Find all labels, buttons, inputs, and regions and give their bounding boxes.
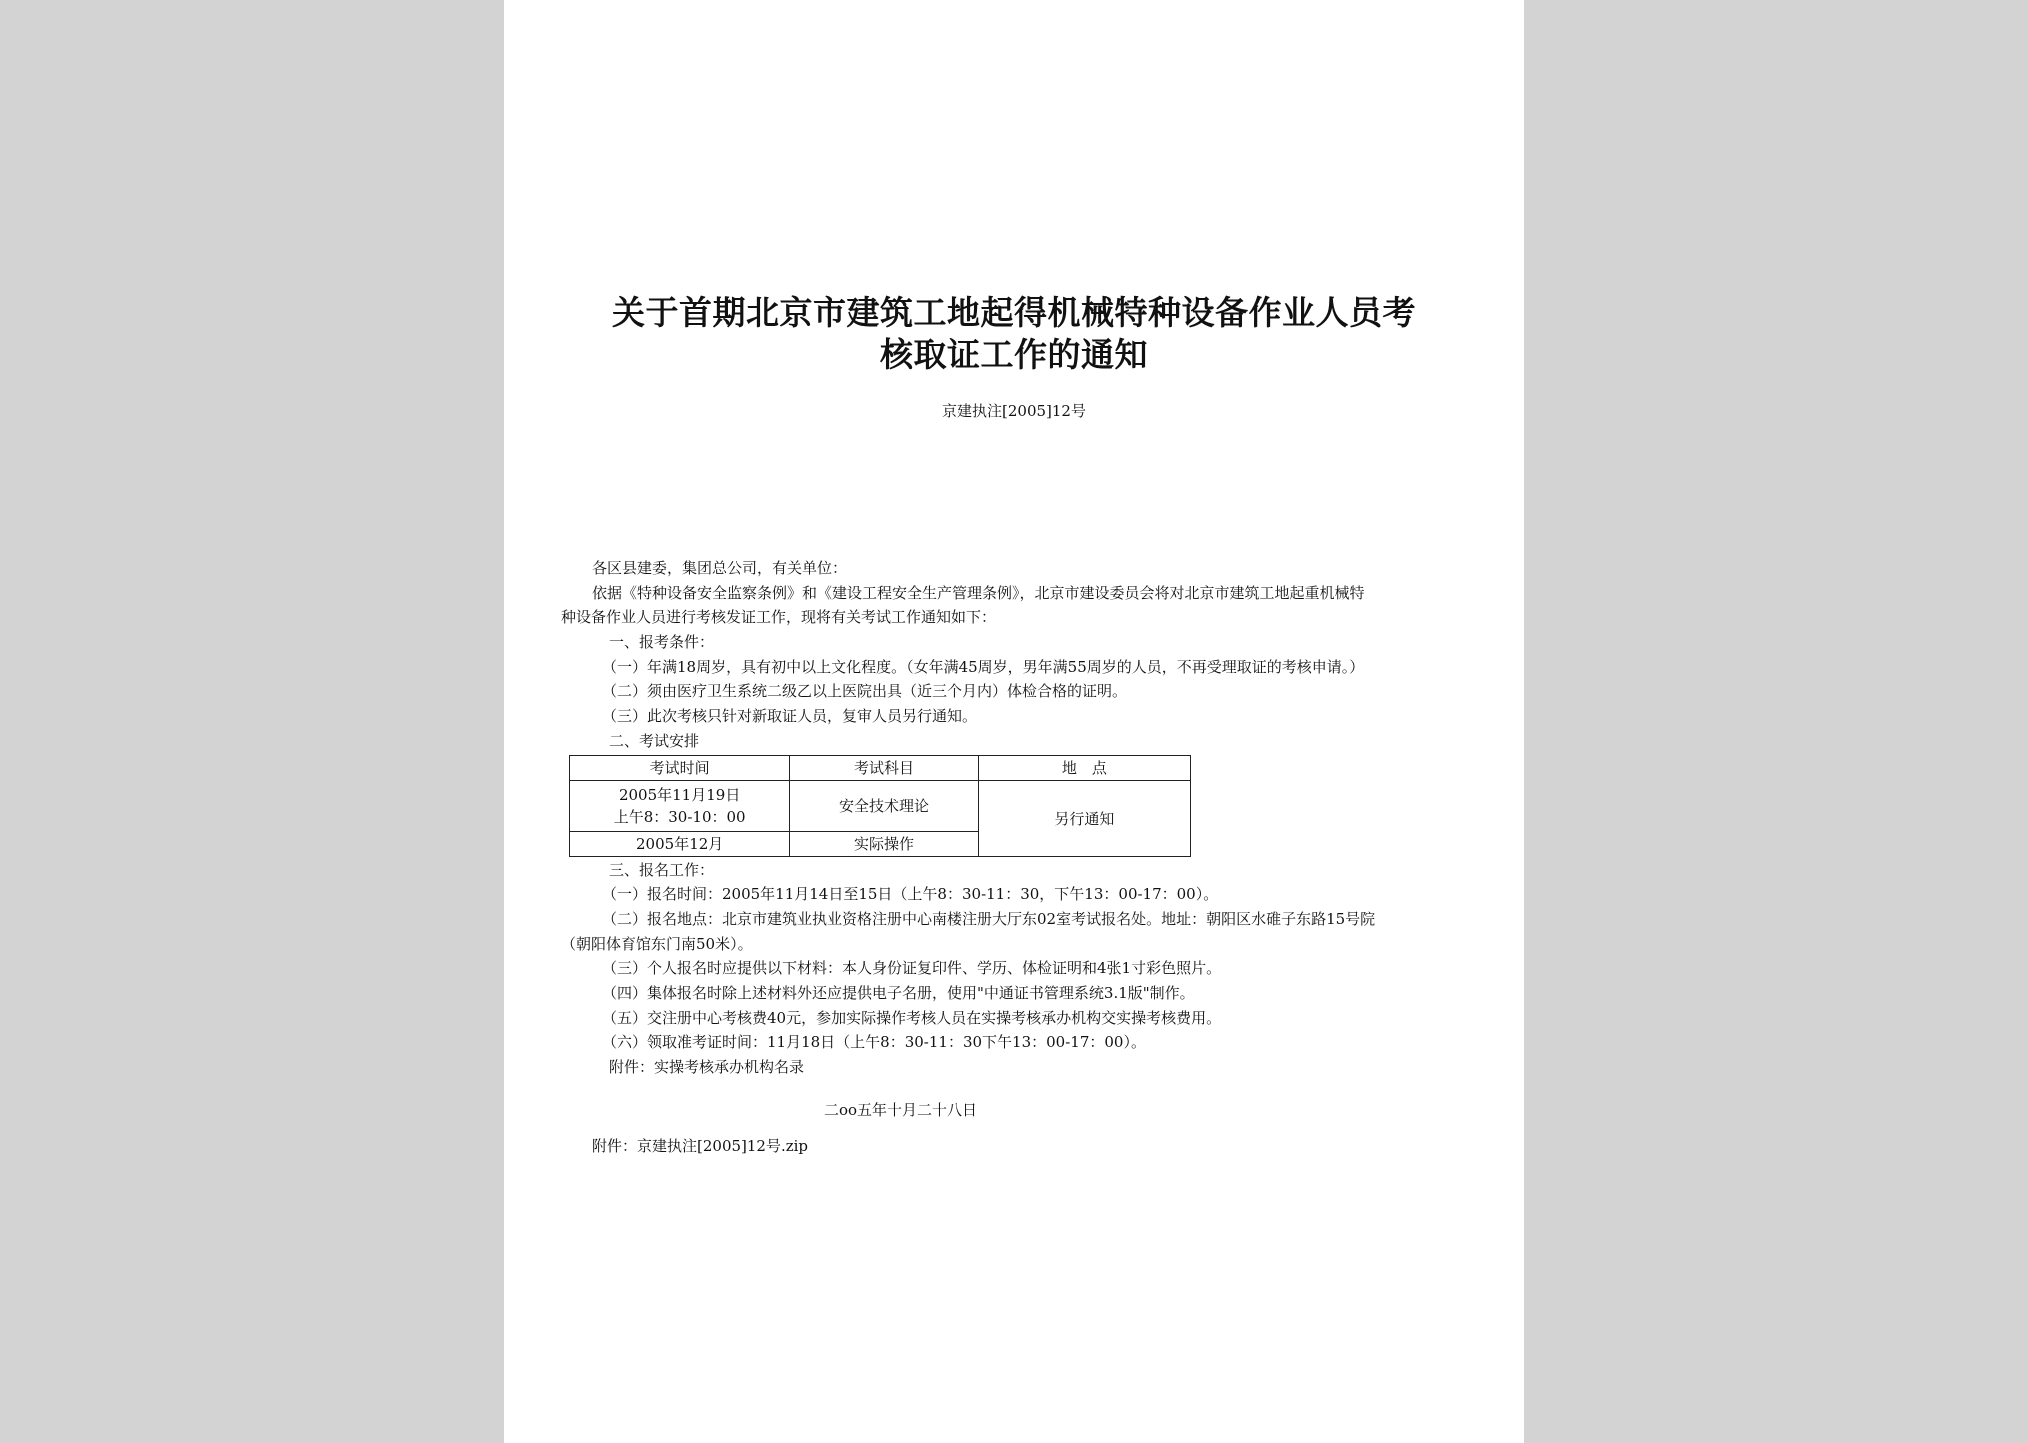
section3-item-2-continued: （朝阳体育馆东门南50米）。	[561, 935, 753, 953]
table-cell-subject: 安全技术理论	[790, 781, 978, 832]
document-title	[554, 292, 1474, 376]
title-line-2: 核取证工作的通知	[880, 335, 1148, 374]
issue-date: 二oo五年十月二十八日	[824, 1101, 978, 1119]
table-header-location: 地 点	[978, 756, 1190, 781]
table-cell-time: 2005年12月	[570, 832, 790, 857]
document-number: 京建执注[2005]12号	[942, 402, 1086, 420]
intro-line-1: 依据《特种设备安全监察条例》和《建设工程安全生产管理条例》，北京市建设委员会将对北京市建筑工地起重机械特	[592, 584, 1365, 602]
table-header-subject: 考试科目	[790, 756, 978, 781]
title-line-1: 关于首期北京市建筑工地起得机械特种设备作业人员考	[612, 293, 1416, 332]
section3-item-1: （一）报名时间：2005年11月14日至15日（上午8：30-11：30，下午13：00-17：00）。	[602, 885, 1219, 903]
table-row	[570, 781, 1191, 832]
section1-item-1: （一）年满18周岁，具有初中以上文化程度。（女年满45周岁，男年满55周岁的人员，不再受理取证的考核申请。）	[602, 658, 1365, 676]
exam-schedule-table	[569, 755, 1191, 857]
table-cell-subject: 实际操作	[790, 832, 978, 857]
section3-heading: 三、报名工作：	[609, 861, 715, 879]
table-cell-location: 另行通知	[978, 781, 1190, 857]
attachment-file-link[interactable]: 附件：京建执注[2005]12号.zip	[592, 1137, 809, 1155]
salutation: 各区县建委，集团总公司，有关单位：	[592, 559, 848, 577]
intro-line-2: 种设备作业人员进行考核发证工作，现将有关考试工作通知如下：	[561, 608, 997, 626]
section1-item-2: （二）须由医疗卫生系统二级乙以上医院出具（近三个月内）体检合格的证明。	[602, 682, 1128, 700]
document-page	[504, 0, 1524, 1443]
table-cell-time	[570, 781, 790, 832]
section1-heading: 一、报考条件：	[609, 633, 715, 651]
exam-hours-line: 上午8：30-10：00	[613, 808, 746, 826]
section1-item-3: （三）此次考核只针对新取证人员，复审人员另行通知。	[602, 707, 978, 725]
section3-item-5: （五）交注册中心考核费40元，参加实际操作考核人员在实操考核承办机构交实操考核费用。	[602, 1009, 1222, 1027]
section3-item-3: （三）个人报名时应提供以下材料：本人身份证复印件、学历、体检证明和4张1寸彩色照片。	[602, 959, 1222, 977]
table-header-row	[570, 756, 1191, 781]
table-header-time: 考试时间	[570, 756, 790, 781]
section3-item-6: （六）领取准考证时间：11月18日（上午8：30-11：30下午13：00-17：00）。	[602, 1033, 1146, 1051]
attachment-note: 附件：实操考核承办机构名录	[609, 1058, 805, 1076]
exam-date-line: 2005年11月19日	[618, 786, 741, 804]
section3-item-4: （四）集体报名时除上述材料外还应提供电子名册，使用"中通证书管理系统3.1版"制作。	[602, 984, 1195, 1002]
section3-item-2: （二）报名地点：北京市建筑业执业资格注册中心南楼注册大厅东02室考试报名处。地址：朝阳区水碓子东路15号院	[602, 910, 1376, 928]
section2-heading: 二、考试安排	[609, 732, 700, 750]
